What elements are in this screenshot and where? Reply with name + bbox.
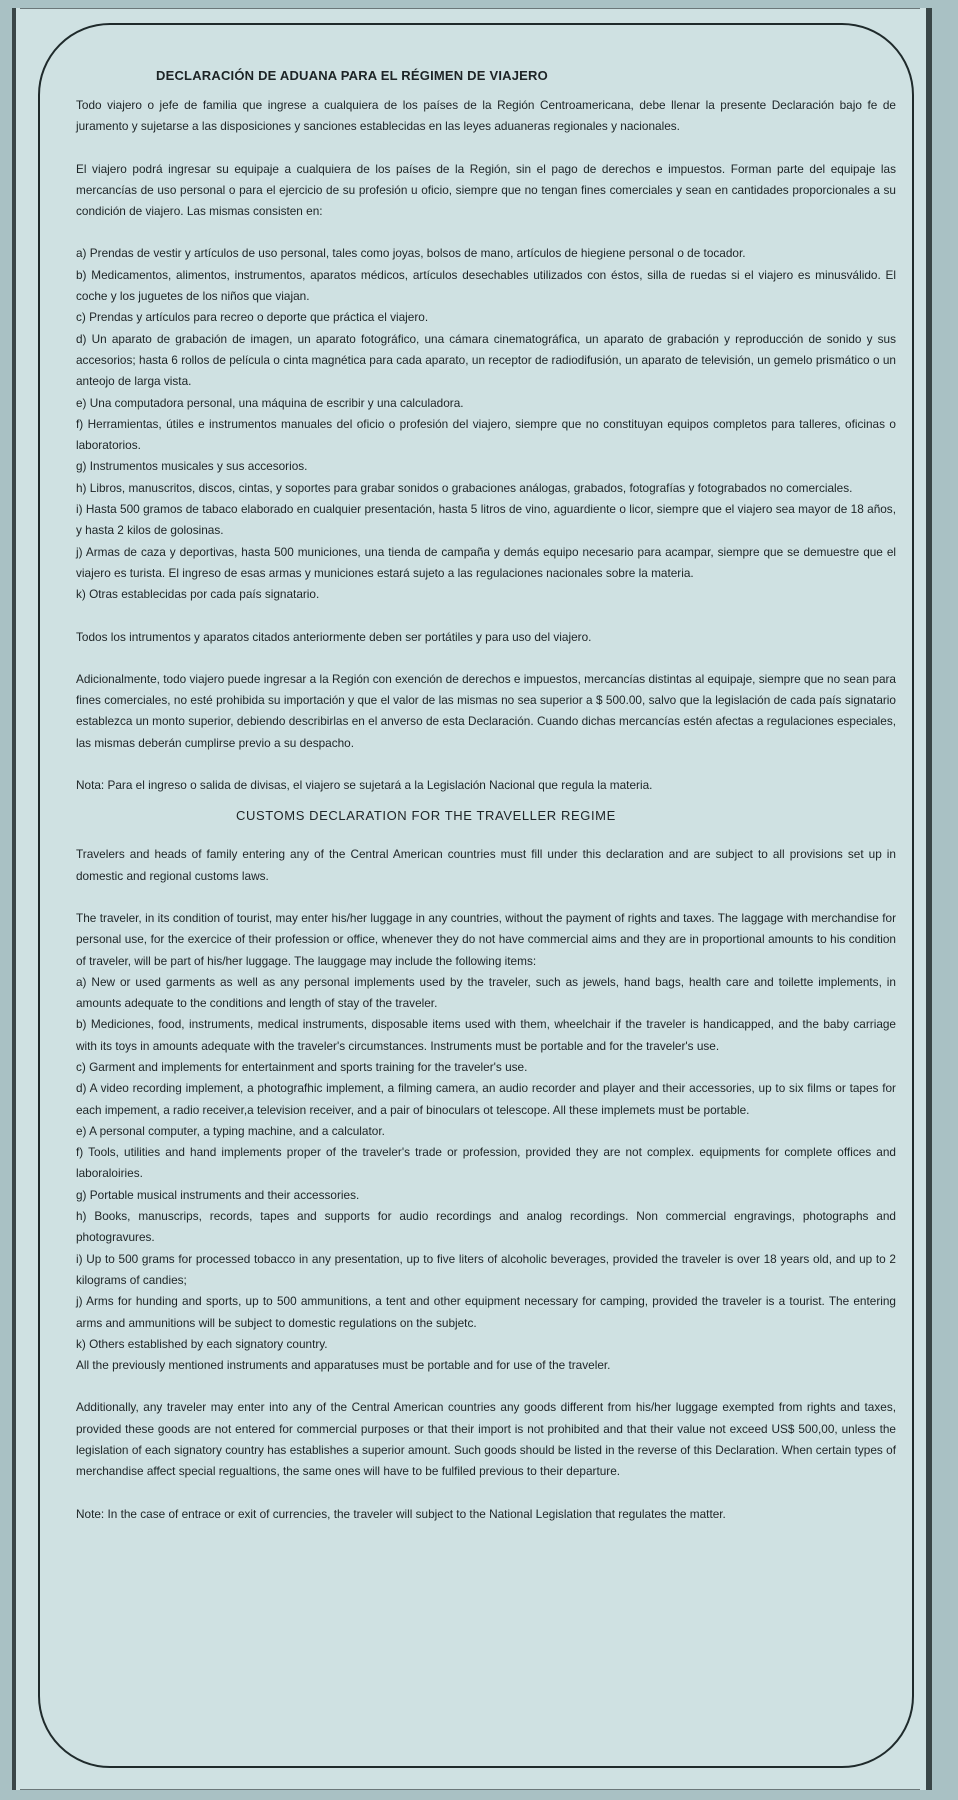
english-item: i) Up to 500 grams for processed tobacco in any presentation, up to five liters of alcoholic beverages, provided the traveler is over 18 years old, and up to 2 kilograms of candies; — [76, 1251, 896, 1287]
spanish-item: a) Prendas de vestir y artículos de uso personal, tales como joyas, bolsos de mano, artículos de hiegiene personal o de tocador. — [76, 246, 746, 261]
english-luggage: The traveler, in its condition of tourist, may enter his/her luggage in any countries, without the payment of rights and taxes. The laggage with merchandise for personal use, for the exercice of their profession or office, whenever they do not have commercial aims and they are in proportional amounts to his condition of traveler, will be part of his/her luggage. The lauggage may include the following items: — [76, 910, 896, 968]
english-item: g) Portable musical instruments and their accessories. — [76, 1187, 360, 1202]
english-item: f) Tools, utilities and hand implements proper of the traveler's trade or profession, provided they are not complex. equipments for complete offices and laboraloiries. — [76, 1145, 896, 1181]
english-item: h) Books, manuscrips, records, tapes and supports for audio recordings and analog recordings. Non commercial engravings, photographs and photogravures. — [76, 1209, 896, 1245]
spanish-equipaje: El viajero podrá ingresar su equipaje a cualquiera de los países de la Región, sin el pago de derechos e impuestos. Forman parte del equipaje las mercancías de uso personal o para el ejercicio de su profesión u oficio, siempre que no tengan fines comerciales y sean en cantidades proporcionales a su condición de viajero. Las mismas consisten en: — [76, 161, 896, 219]
english-note: Note: In the case of entrace or exit of currencies, the traveler will subject to the National Legislation that regulates the matter. — [76, 1506, 726, 1521]
spanish-adicional: Adicionalmente, todo viajero puede ingresar a la Región con exención de derechos e impuestos, mercancías distintas al equipaje, siempre que no sean para fines comerciales, no esté prohibida su importación y que el valor de las mismas no sea superior a $ 500.00, salvo que la legislación de cada país signatario establezca un monto superior, debiendo describirlas en el anverso de esta Declaración. Cuando dichas mercancías estén afectas a regulaciones especiales, las mismas deberán cumplirse previo a su despacho. — [76, 671, 896, 750]
spanish-title: DECLARACIÓN DE ADUANA PARA EL RÉGIMEN DE VIAJERO — [156, 68, 548, 83]
spanish-item: k) Otras establecidas por cada país signatario. — [76, 587, 320, 602]
spanish-item: g) Instrumentos musicales y sus accesorios. — [76, 459, 308, 474]
declaration-sheet — [12, 8, 932, 1790]
spanish-item: j) Armas de caza y deportivas, hasta 500 municiones, una tienda de campaña y demás equipo necesario para acampar, siempre que se demuestre que el viajero es turista. El ingreso de esas armas y municiones estará sujeto a las regulaciones nacionales sobre la materia. — [76, 544, 896, 580]
spanish-intro: Todo viajero o jefe de familia que ingrese a cualquiera de los países de la Región Centroamericana, debe llenar la presente Declaración bajo fe de juramento y sujetarse a las disposiciones y sanciones establecidas en las leyes aduaneras regionales y nacionales. — [76, 98, 896, 134]
spanish-portables: Todos los intrumentos y aparatos citados anteriormente deben ser portátiles y para uso del viajero. — [76, 629, 592, 644]
spanish-item: b) Medicamentos, alimentos, instrumentos, aparatos médicos, artículos desechables utilizados con éstos, silla de ruedas si el viajero es minusválido. El coche y los juguetes de los niños que viajan. — [76, 267, 896, 304]
english-item: k) Others established by each signatory country. — [76, 1336, 328, 1351]
spanish-item: h) Libros, manuscritos, discos, cintas, y soportes para grabar sonidos o grabaciones análogas, grabados, fotografías y fotograbados no comerciales. — [76, 480, 853, 495]
english-title: CUSTOMS DECLARATION FOR THE TRAVELLER REGIME — [236, 808, 616, 824]
spanish-item: f) Herramientas, útiles e instrumentos manuales del oficio o profesión del viajero, siempre que no constituyan equipos completos para talleres, oficinas o laboratorios. — [76, 416, 896, 453]
spanish-item: d) Un aparato de grabación de imagen, un aparato fotográfico, una cámara cinematográfica, un aparato de grabación y reproducción de sonido y sus accesorios; hasta 6 rollos de película o cinta magnética para cada aparato, un receptor de radiodifusión, un aparato de televisión, un gemelo prismático o un anteojo de larga vista. — [76, 331, 896, 389]
document-body — [76, 68, 896, 1525]
english-item: d) A video recording implement, a photografhic implement, a filming camera, an audio recorder and player and their accessories, up to six films or tapes for each impement, a radio receiver,a television receiver, and a pair of binoculars ot telescope. All these implemets must be portable. — [76, 1081, 896, 1117]
spanish-nota: Nota: Para el ingreso o salida de divisas, el viajero se sujetará a la Legislación Nacional que regula la materia. — [76, 778, 653, 793]
spanish-item: i) Hasta 500 gramos de tabaco elaborado en cualquier presentación, hasta 5 litros de vino, aguardiente o licor, siempre que el viajero sea mayor de 18 años, y hasta 2 kilos de golosinas. — [76, 502, 896, 538]
english-additional: Additionally, any traveler may enter into any of the Central American countries any goods different from his/her luggage exempted from rights and taxes, provided these goods are not entered for commercial purposes or that their import is not prohibited and that their value not exceed US$ 500,00, unless the legislation of each signatory country has establishes a superior amount. Such goods should be listed in the reverse of this Declaration. When certain types of merchandise affect special regualtions, the same ones will have to be fulfiled previous to their departure. — [76, 1400, 896, 1479]
english-item: b) Mediciones, food, instruments, medical instruments, disposable items used with them, wheelchair if the traveler is handicapped, and the baby carriage with its toys in amounts adequate with the traveler's circumstances. Instruments must be portable and for the traveler's use. — [76, 1017, 896, 1053]
english-item: All the previously mentioned instruments and apparatuses must be portable and for use of the traveler. — [76, 1358, 611, 1373]
english-item: e) A personal computer, a typing machine, and a calculator. — [76, 1123, 385, 1138]
spanish-item: e) Una computadora personal, una máquina de escribir y una calculadora. — [76, 395, 464, 410]
english-item: j) Arms for hunding and sports, up to 500 ammunitions, a tent and other equipment necessary for camping, provided the traveler is a tourist. The entering arms and ammunitions will be subject to domestic regulations on the subjetc. — [76, 1294, 896, 1330]
english-intro: Travelers and heads of family entering any of the Central American countries must fill under this declaration and are subject to all provisions set up in domestic and regional customs laws. — [76, 847, 896, 883]
spanish-item: c) Prendas y artículos para recreo o deporte que práctica el viajero. — [76, 310, 429, 325]
english-item: a) New or used garments as well as any personal implements used by the traveler, such as jewels, hand bags, health care and toilette implements, in amounts adequate to the conditions and length of stay of the traveler. — [76, 974, 896, 1011]
english-item: c) Garment and implements for entertainment and sports training for the traveler's use. — [76, 1059, 528, 1074]
